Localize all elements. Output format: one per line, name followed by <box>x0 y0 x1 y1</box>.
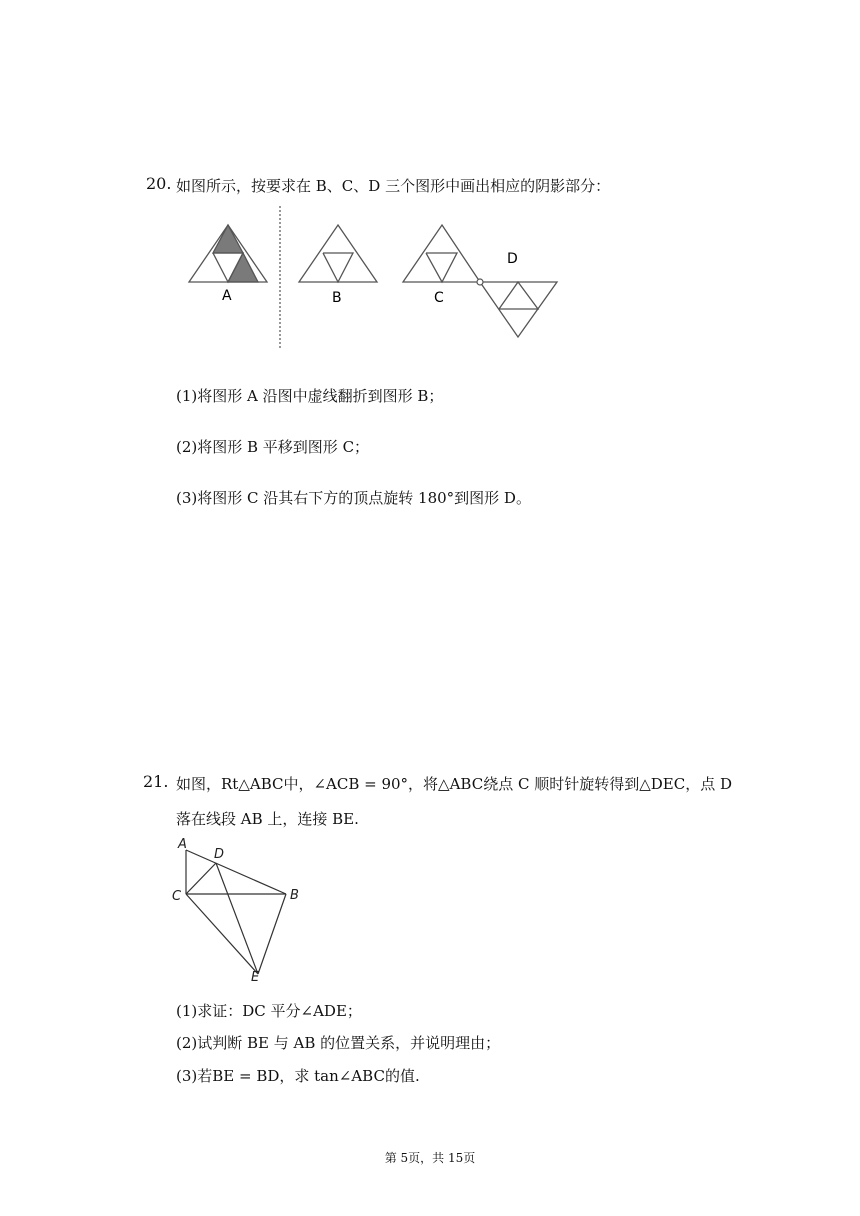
point-a-label: A <box>178 837 187 852</box>
question-20-item-2: (2)将图形 B 平移到图形 C； <box>176 438 370 456</box>
question-20-stem: 如图所示，按要求在 B、C、D 三个图形中画出相应的阴影部分： <box>176 177 611 195</box>
question-20-figure <box>180 200 600 360</box>
question-21-figure <box>168 836 328 986</box>
figure-b-label: B <box>332 290 342 306</box>
question-21-item-1: (1)求证：DC 平分∠ADE； <box>176 1002 362 1020</box>
question-20-item-3: (3)将图形 C 沿其右下方的顶点旋转 180°到图形 D。 <box>176 489 531 507</box>
figure-a-label: A <box>222 288 232 304</box>
figure-c-label: C <box>434 290 444 306</box>
figure-a-shaded-right <box>228 253 258 282</box>
question-20-item-1: (1)将图形 A 沿图中虚线翻折到图形 B； <box>176 387 444 405</box>
question-21-item-2: (2)试判断 BE 与 AB 的位置关系，并说明理由； <box>176 1034 501 1052</box>
figure-a-shaded-top <box>213 225 243 253</box>
question-21-stem-line-2: 落在线段 AB 上，连接 BE. <box>176 810 359 828</box>
point-d-label: D <box>214 847 225 862</box>
figure-d <box>480 282 557 337</box>
question-20-number: 20. <box>146 174 172 193</box>
rotation-center <box>477 279 483 285</box>
figure-c <box>403 225 480 282</box>
question-21-item-3: (3)若BE = BD，求 tan∠ABC的值. <box>176 1067 420 1085</box>
figure-b <box>299 225 377 282</box>
question-21-number: 21. <box>143 772 169 791</box>
question-21-stem-line-1: 如图，Rt△ABC中，∠ACB = 90°，将△ABC绕点 C 顺时针旋转得到△DEC，点 D <box>176 775 733 793</box>
figure-d-label: D <box>507 251 518 267</box>
page-footer: 第 5页，共 15页 <box>384 1151 476 1165</box>
figure-a <box>189 225 267 282</box>
point-c-label: C <box>172 889 182 904</box>
point-b-label: B <box>290 888 299 903</box>
point-e-label: E <box>251 970 260 985</box>
